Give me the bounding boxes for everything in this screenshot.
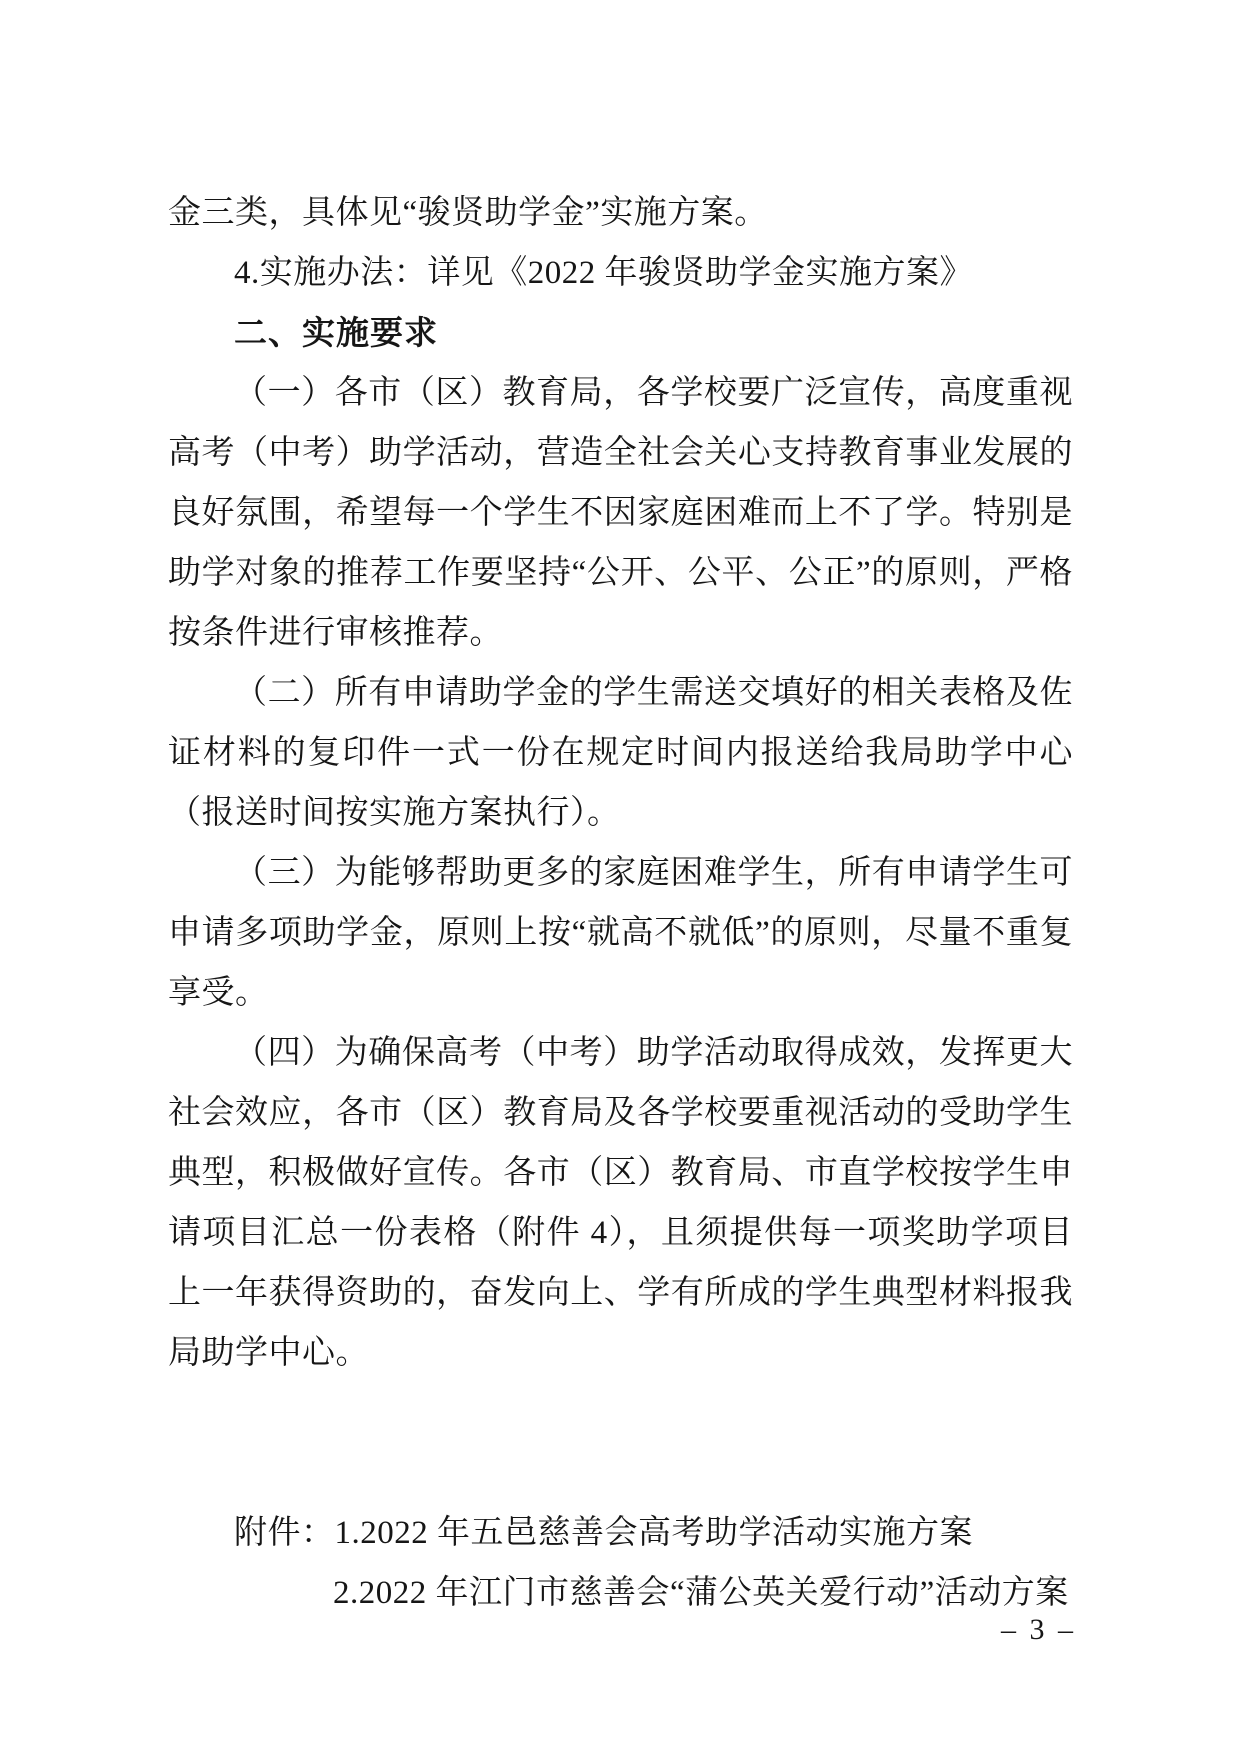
paragraph-item-4: 4.实施办法：详见《2022 年骏贤助学金实施方案》 — [234, 255, 973, 291]
attachment-line-2: 2.2022 年江门市慈善会“蒲公英关爱行动”活动方案 — [333, 1575, 1069, 1611]
paragraph-requirement-4: （四）为确保高考（中考）助学活动取得成效，发挥更大社会效应，各市（区）教育局及各学校要重视活动的受助学生典型，积极做好宣传。各市（区）教育局、市直学校按学生申请项目汇总一份表格（附件 4），且须提供每一项奖助学项目上一年获得资助的，奋发向上、学有所成的学生典型材料报我局助学中心。 — [168, 1035, 1073, 1371]
paragraph-requirement-3: （三）为能够帮助更多的家庭困难学生，所有申请学生可申请多项助学金，原则上按“就高不就低”的原则，尽量不重复享受。 — [168, 855, 1073, 1011]
paragraph-continuation: 金三类，具体见“骏贤助学金”实施方案。 — [168, 195, 768, 231]
paragraph-requirement-1: （一）各市（区）教育局，各学校要广泛宣传，高度重视高考（中考）助学活动，营造全社会关心支持教育事业发展的良好氛围，希望每一个学生不因家庭困难而上不了学。特别是助学对象的推荐工作要坚持“公开、公平、公正”的原则，严格按条件进行审核推荐。 — [168, 375, 1073, 651]
paragraph-requirement-2: （二）所有申请助学金的学生需送交填好的相关表格及佐证材料的复印件一式一份在规定时间内报送给我局助学中心（报送时间按实施方案执行）。 — [168, 675, 1073, 831]
section-heading-2: 二、实施要求 — [234, 314, 438, 351]
document-body — [168, 183, 1073, 1623]
attachment-line-1: 附件：1.2022 年五邑慈善会高考助学活动实施方案 — [234, 1515, 973, 1551]
page-number: – 3 – — [1001, 1613, 1076, 1646]
